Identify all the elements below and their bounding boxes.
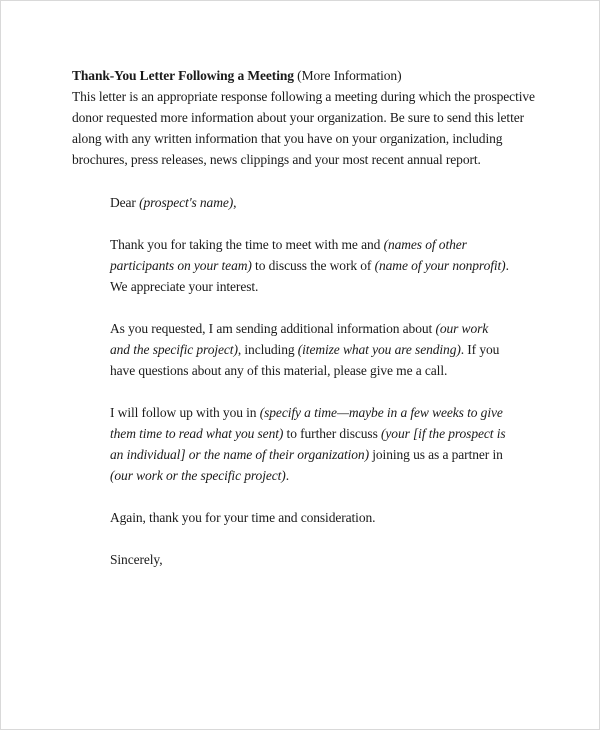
heading-subtitle: (More Information) bbox=[293, 68, 402, 83]
document-content bbox=[72, 65, 542, 591]
p3-text-1: I will follow up with you in bbox=[110, 405, 260, 420]
intro-paragraph: This letter is an appropriate response following a meeting during which the prospective donor requested more information about your organization. Be sure to send this letter along with any written information that you have on your organization, including brochures, press releases, news clippings and your most recent annual report. bbox=[72, 89, 535, 167]
p2-text-2: , including bbox=[237, 342, 298, 357]
document-heading bbox=[72, 65, 542, 86]
salutation-suffix: , bbox=[233, 195, 237, 210]
p3-placeholder-project: (our work or the specific project) bbox=[110, 468, 286, 483]
p1-text-3: . We appreciate your interest. bbox=[110, 258, 509, 294]
p3-placeholder-time: (specify a time—maybe in a few weeks to give them time to read what you sent) bbox=[110, 405, 503, 441]
salutation-prefix: Dear bbox=[110, 195, 140, 210]
heading-title: Thank-You Letter Following a Meeting bbox=[72, 68, 294, 83]
p1-placeholder-participants: (names of other participants on your team) bbox=[110, 237, 467, 273]
p1-text-2: to discuss the work of bbox=[251, 258, 375, 273]
p1-placeholder-nonprofit: (name of your nonprofit) bbox=[374, 258, 506, 273]
letter-closing: Sincerely, bbox=[110, 552, 163, 567]
p2-text-1: As you requested, I am sending additional information about bbox=[110, 321, 436, 336]
letter-paragraph-3 bbox=[110, 402, 510, 486]
p2-placeholder-work: (our work and the specific project) bbox=[110, 321, 489, 357]
salutation-placeholder: (prospect's name) bbox=[139, 195, 234, 210]
letter-paragraph-2 bbox=[110, 318, 510, 381]
p3-text-2: to further discuss bbox=[283, 426, 382, 441]
letter-body bbox=[110, 192, 510, 570]
letter-paragraph-4: Again, thank you for your time and consideration. bbox=[110, 510, 376, 525]
p3-placeholder-prospect: (your [if the prospect is an individual] or the name of their organization) bbox=[110, 426, 506, 462]
letter-paragraph-1 bbox=[110, 234, 510, 297]
p2-placeholder-itemize: (itemize what you are sending) bbox=[297, 342, 461, 357]
p3-text-3: joining us as a partner in bbox=[368, 447, 503, 462]
p2-text-3: . If you have questions about any of this material, please give me a call. bbox=[110, 342, 500, 378]
p1-text-1: Thank you for taking the time to meet with me and bbox=[110, 237, 384, 252]
salutation bbox=[110, 192, 510, 213]
p3-text-4: . bbox=[285, 468, 289, 483]
